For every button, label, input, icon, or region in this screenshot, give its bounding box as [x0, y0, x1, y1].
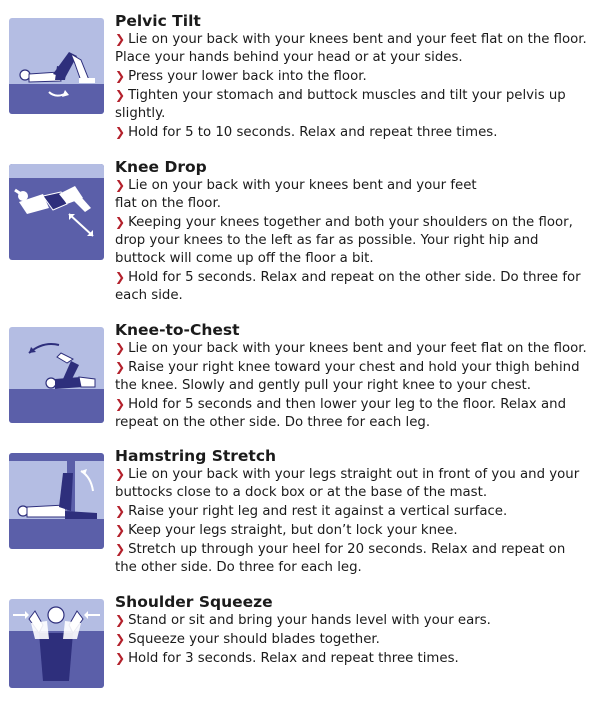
chevron-right-icon: ❯: [115, 88, 126, 102]
knee-drop-illustration: [9, 164, 104, 260]
chevron-right-icon: ❯: [115, 397, 126, 411]
chevron-right-icon: ❯: [115, 69, 126, 83]
chevron-right-icon: ❯: [115, 125, 126, 139]
step: ❯ Stretch up through your heel for 20 seconds. Relax and repeat on the other side. Do three for each leg.: [115, 542, 566, 575]
shoulder-squeeze-text: [115, 593, 590, 668]
chevron-right-icon: ❯: [115, 504, 126, 518]
step: ❯ Press your lower back into the floor.: [115, 69, 367, 84]
hamstring-stretch-illustration: [9, 453, 104, 549]
chevron-right-icon: ❯: [115, 542, 126, 556]
step: ❯ Hold for 5 seconds. Relax and repeat on the other side. Do three for each side.: [115, 270, 581, 303]
chevron-right-icon: ❯: [115, 467, 126, 481]
step: ❯ Hold for 5 to 10 seconds. Relax and repeat three times.: [115, 125, 498, 140]
chevron-right-icon: ❯: [115, 651, 126, 665]
step: ❯ Lie on your back with your legs straight out in front of you and your buttocks close to a dock box or at the base of the mast.: [115, 467, 580, 500]
pelvic-tilt-text: [115, 12, 590, 142]
exercise-title: Knee Drop: [115, 158, 207, 176]
step: ❯ Keep your legs straight, but don’t lock your knee.: [115, 523, 458, 538]
hamstring-stretch-text: [115, 447, 590, 577]
chevron-right-icon: ❯: [115, 523, 126, 537]
step: ❯ Stand or sit and bring your hands level with your ears.: [115, 613, 491, 628]
knee-to-chest-text: [115, 321, 590, 432]
chevron-right-icon: ❯: [115, 632, 126, 646]
step: ❯ Lie on your back with your knees bent and your feet flat on the floor.: [115, 178, 477, 211]
step: ❯ Raise your right knee toward your chest and hold your thigh behind the knee. Slowly and gently pull your right knee to your chest.: [115, 360, 580, 393]
chevron-right-icon: ❯: [115, 215, 126, 229]
step: ❯ Lie on your back with your knees bent and your feet flat on the floor. Place your hands behind your head or at your sides.: [115, 32, 587, 65]
chevron-right-icon: ❯: [115, 270, 126, 284]
exercise-title: Shoulder Squeeze: [115, 593, 273, 611]
shoulder-squeeze-illustration: [9, 599, 104, 688]
chevron-right-icon: ❯: [115, 32, 126, 46]
knee-to-chest-illustration: [9, 327, 104, 423]
step: ❯ Squeeze your should blades together.: [115, 632, 380, 647]
step: ❯ Tighten your stomach and buttock muscles and tilt your pelvis up slightly.: [115, 88, 566, 121]
chevron-right-icon: ❯: [115, 341, 126, 355]
step: ❯ Raise your right leg and rest it against a vertical surface.: [115, 504, 508, 519]
exercise-title: Knee-to-Chest: [115, 321, 240, 339]
knee-drop-text: [115, 158, 590, 305]
step: ❯ Hold for 5 seconds and then lower your leg to the floor. Relax and repeat on the other side. Do three for each leg.: [115, 397, 567, 430]
step: ❯ Lie on your back with your knees bent and your feet flat on the floor.: [115, 341, 587, 356]
chevron-right-icon: ❯: [115, 613, 126, 627]
chevron-right-icon: ❯: [115, 360, 126, 374]
pelvic-tilt-illustration: [9, 18, 104, 114]
chevron-right-icon: ❯: [115, 178, 126, 192]
step: ❯ Keeping your knees together and both your shoulders on the floor, drop your knees to the left as far as possible. Your right hip and buttock will come up off the floor a bit.: [115, 215, 573, 266]
exercise-title: Pelvic Tilt: [115, 12, 201, 30]
exercise-title: Hamstring Stretch: [115, 447, 277, 465]
step: ❯ Hold for 3 seconds. Relax and repeat three times.: [115, 651, 459, 666]
